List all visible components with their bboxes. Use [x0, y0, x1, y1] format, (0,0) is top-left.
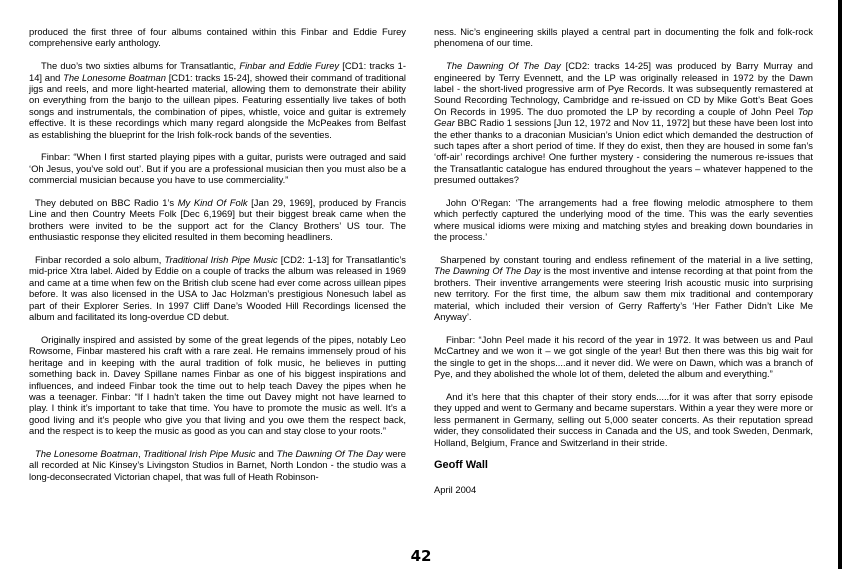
author-date: April 2004	[434, 483, 477, 495]
paragraph: The Dawning Of The Day [CD2: tracks 14-25] was produced by Barry Murray and engineered by Terry Evennett, and the LP was originally released in 1972 by the Dawn label - the short-lived progressive arm of Pye Records. It was subsequently remastered at Sound Recording Technology, Cambridge and re-issued on CD by Mike Gott’s Beat Goes On Records in 1995. The duo promoted the LP by recording a couple of John Peel Top Gear BBC Radio 1 sessions [Jun 12, 1972 and Nov 11, 1972] but these have been lost into the ether thanks to a draconian Musician’s Union edict which demanded the destruction of such tapes after a short period of time. If they do exist, then they are housed in some fan’s ‘off-air’ recordings archive! One further mystery - considering the numerous re-issues that the Transatlantic catalogue has endured throughout the years – whatever happened to the presumed outtakes?	[434, 60, 813, 186]
paragraph: And it’s here that this chapter of their story ends.....for it was after that sorry episode they upped and went to Germany and became superstars. Within a year they were more or less permanent in Germany, selling out 5,000 seater concerts. As their reputation spread wider, they consolidated their success in Canada and the US, and took Sweden, Denmark, Holland, Belgium, France and Switzerland in their stride.	[434, 390, 813, 448]
paragraph: ness. Nic’s engineering skills played a central part in documenting the folk and folk-rock phenomena of our time.	[434, 26, 813, 49]
paragraph: Originally inspired and assisted by some of the great legends of the pipes, notably Leo Rowsome, Finbar mastered his craft with a rare zeal. He remains immensely proud of his heritage and in keeping with the aural tradition of folk music, he believes in putting something back in. Davey Spillane names Finbar as one of his biggest inspirations and influences, and indeed Finbar took the time out to help teach Davey the pipes when he was a teenager. Finbar: “If I hadn’t taken the time out Davey might not have learned to play. I think it’s important to take that time. You have to promote the music as well. It’s a good living and it’s people who give you that living and you owe them the respect back, and the respect is to keep the music as good as you can and stay close to your roots.”	[29, 333, 406, 437]
page-edge-bar	[838, 0, 842, 569]
right-column	[434, 26, 813, 507]
paragraph: produced the first three of four albums contained within this Finbar and Eddie Furey comprehensive early anthology.	[29, 26, 406, 49]
paragraph: The duo’s two sixties albums for Transatlantic, Finbar and Eddie Furey [CD1: tracks 1-14] and The Lonesome Boatman [CD1: tracks 15-24], showed their command of traditional jigs and reels, and more light-hearted material, allowing them to demonstrate their ability on everything from the banjo to the uillean pipes. Featuring essentially live takes of both songs and instrumentals, the combination of pipes, whistle, voice and guitar is extremely effective. It is these recordings which many regard alongside the McPeakes from Belfast as establishing the blueprint for the Irish folk-rock bands of the seventies.	[29, 60, 406, 140]
author-name: Geoff Wall	[434, 459, 488, 472]
paragraph: Finbar: “John Peel made it his record of the year in 1972. It was between us and Paul McCartney and we won it – we got single of the year! But then there was this big wait for the single to get in the shops....and it never did. We were on Dawn, which was a branch of Pye, and they abolished the whole lot of them, deleted the album and everything.”	[434, 333, 813, 380]
paragraph: Finbar recorded a solo album, Traditional Irish Pipe Music [CD2: 1-13] for Transatlantic’s mid-price Xtra label. Aided by Eddie on a couple of tracks the album was released in 1969 and came at a time when few on the British club scene had ever come across uillean pipes before. It was also licensed in the USA to Jac Holzman’s prestigious Nonesuch label as part of their Explorer Series. In 1997 Cliff Dane’s Wooded Hill Recordings licensed the album and facilitated its long-overdue CD debut.	[29, 254, 406, 323]
page-number: 42	[410, 547, 432, 565]
left-column	[29, 26, 406, 494]
paragraph: John O’Regan: ‘The arrangements had a free flowing melodic atmosphere to them which perfectly captured the underlying mood of the time. This was the early seventies where musical idioms were mixing and matching styles and breaking down boundaries in the process.’	[434, 197, 813, 243]
paragraph: The Lonesome Boatman, Traditional Irish Pipe Music and The Dawning Of The Day were all recorded at Nic Kinsey’s Livingston Studios in Barnet, North London - the studio was a long-deconsecrated Victorian chapel, that was full of Heath Robinson-	[29, 447, 406, 482]
paragraph: Sharpened by constant touring and endless refinement of the material in a live setting, The Dawning Of The Day is the most inventive and intense recording at that point from the brothers. Their inventive arrangements were steering Irish acoustic music into surprising new territory. For the first time, the album saw them mix traditional and contemporary material, which included their version of Gerry Rafferty’s ‘Her Father Didn’t Like Me Anyway’.	[434, 254, 813, 323]
paragraph: They debuted on BBC Radio 1’s My Kind Of Folk [Jan 29, 1969], produced by Francis Line and then Country Meets Folk [Dec 6,1969] but their biggest break came when the brothers were invited to be the support act for the Clancy Brothers’ US tour. The enthusiastic response they elicited resulted in them becoming headliners.	[29, 197, 407, 243]
paragraph: Finbar: “When I first started playing pipes with a guitar, purists were outraged and said ‘Oh Jesus, you’ve sold out’. But if you are a professional musician then you must also be a commercial musician because you have to use commerciality.”	[29, 151, 406, 186]
